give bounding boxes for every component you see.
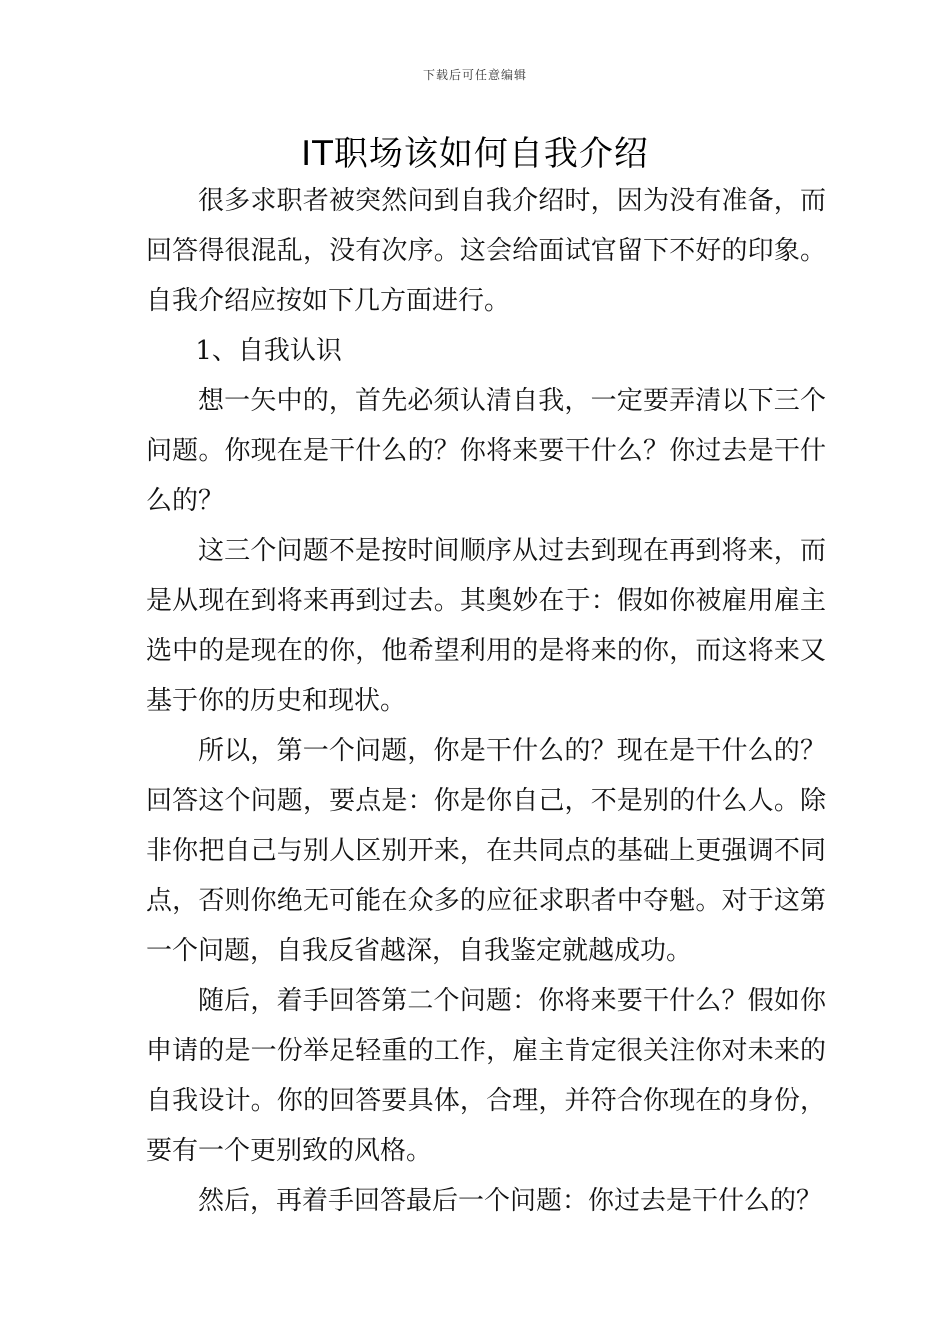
document-title: IT职场该如何自我介绍: [301, 134, 649, 174]
paragraph: 随后，着手回答第二个问题：你将来要干什么？假如你申请的是一份举足轻重的工作，雇主肯定很关注你对未来的自我设计。你的回答要具体，合理，并符合你现在的身份，要有一个更别致的风格。: [146, 986, 826, 1166]
paragraph: 这三个问题不是按时间顺序从过去到现在再到将来，而是从现在到将来再到过去。其奥妙在于：假如你被雇用雇主选中的是现在的你，他希望利用的是将来的你，而这将来又基于你的历史和现状。: [146, 536, 826, 716]
paragraph: 想一矢中的，首先必须认清自我，一定要弄清以下三个问题。你现在是干什么的？你将来要干什么？你过去是干什么的？: [146, 386, 826, 516]
header-note: 下载后可任意编辑: [422, 68, 527, 82]
paragraph: 所以，第一个问题，你是干什么的？现在是干什么的？回答这个问题，要点是：你是你自己，不是别的什么人。除非你把自己与别人区别开来，在共同点的基础上更强调不同点，否则你绝无可能在众多的应征求职者中夺魁。对于这第一个问题，自我反省越深，自我鉴定就越成功。: [146, 736, 826, 966]
paragraph-intro: 很多求职者被突然问到自我介绍时，因为没有准备，而回答得很混乱，没有次序。这会给面试官留下不好的印象。自我介绍应按如下几方面进行。: [146, 186, 826, 316]
paragraph: 然后，再着手回答最后一个问题：你过去是干什么的？: [198, 1186, 823, 1216]
document-body: [146, 176, 826, 1226]
section-heading: 1、自我认识: [195, 336, 342, 366]
